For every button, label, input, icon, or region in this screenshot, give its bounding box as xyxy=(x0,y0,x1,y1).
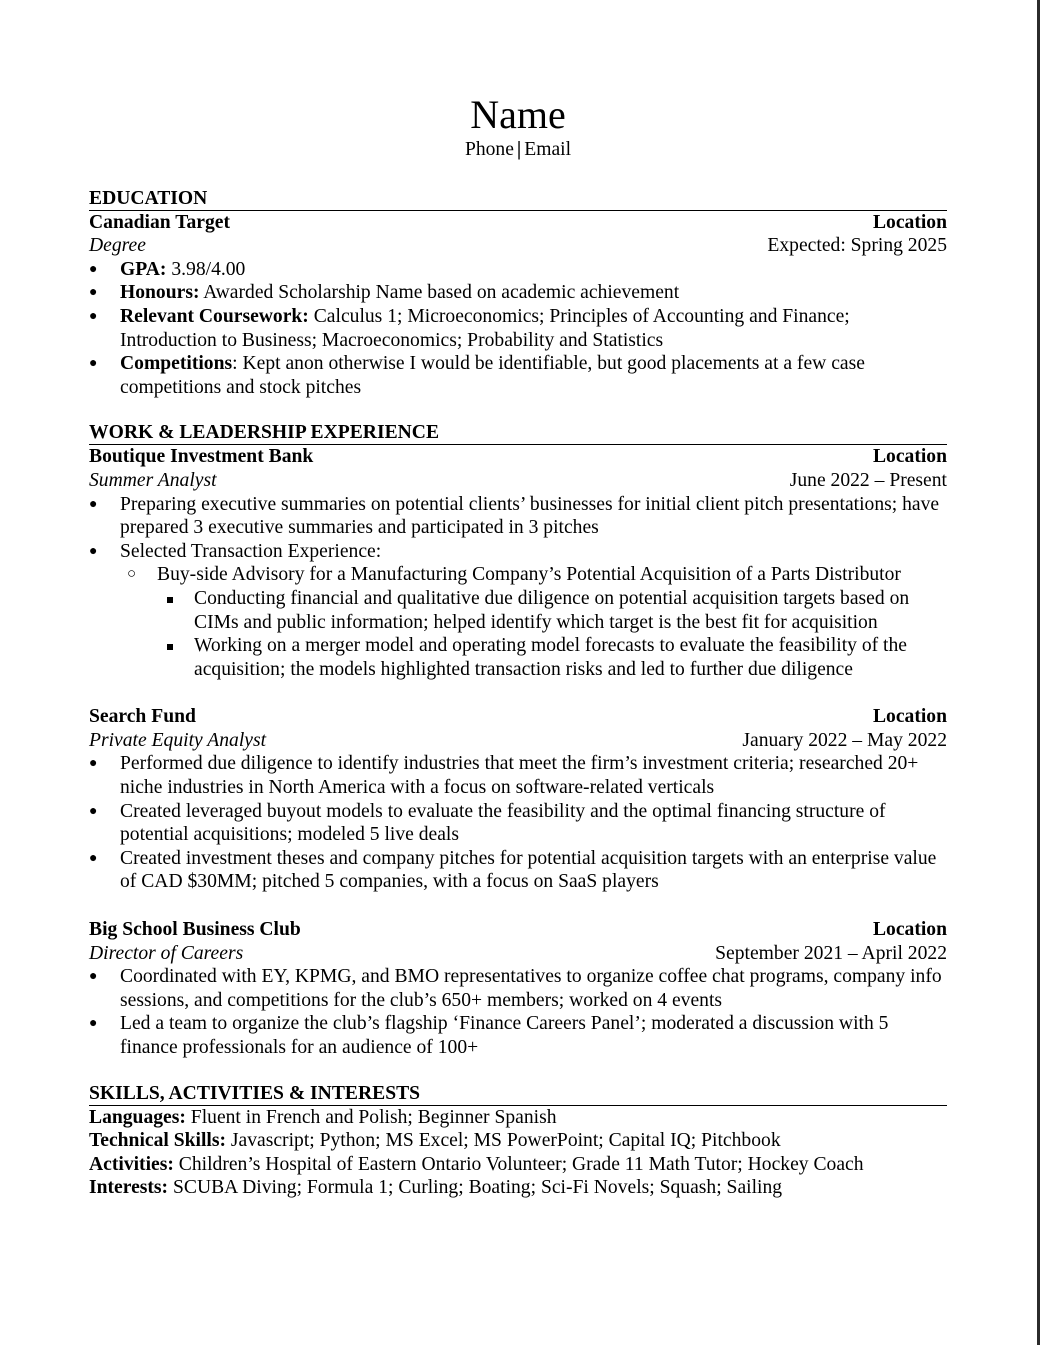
job-date: June 2022 – Present xyxy=(789,469,947,491)
skills-section xyxy=(89,1083,947,1200)
graduation-date: Expected: Spring 2025 xyxy=(767,235,947,257)
job-role: Private Equity Analyst xyxy=(89,729,267,751)
skills-text: Javascript; Python; MS Excel; MS PowerPoint; Capital IQ; Pitchbook xyxy=(226,1130,781,1152)
job-bullets xyxy=(89,493,947,682)
job-bullet: ● Selected Transaction Experience: xyxy=(89,540,947,564)
job-org: Boutique Investment Bank xyxy=(89,446,314,468)
job-bullets xyxy=(89,965,947,1059)
job-date: September 2021 – April 2022 xyxy=(715,942,947,964)
job-bullet: ● Created investment theses and company pitches for potential acquisition targets with an enterprise value of CAD $30MM; pitched 5 companies, with a focus on SaaS players xyxy=(89,847,947,894)
bullet-label: Competitions xyxy=(120,353,233,375)
resume-name: Name xyxy=(470,92,566,137)
job-bullet: ● Preparing executive summaries on potential clients’ businesses for initial client pitch presentations; have prepared 3 executive summaries and participated in 3 pitches xyxy=(89,493,947,540)
job-header-row xyxy=(89,705,947,729)
skills-label: Interests: xyxy=(89,1177,169,1199)
job-location: Location xyxy=(872,446,947,468)
bullet-text: : Kept anon otherwise I would be identifiable, but good placements at a few case competitions and stock pitches xyxy=(120,353,865,398)
education-degree-row xyxy=(89,234,947,258)
job-bullet: ● Coordinated with EY, KPMG, and BMO representatives to organize coffee chat programs, company info sessions, and competitions for the club’s 650+ members; worked on 4 events xyxy=(89,965,947,1012)
skills-line-technical xyxy=(89,1129,947,1153)
skills-line-interests xyxy=(89,1176,947,1200)
education-bullet-honours xyxy=(89,281,947,305)
bullet-text: Calculus 1; Microeconomics; Principles of Accounting and Finance; Introduction to Business; Macroeconomics; Probability and Statistics xyxy=(120,305,850,351)
job-entry xyxy=(89,918,947,1060)
job-role: Director of Careers xyxy=(89,942,244,964)
school-location: Location xyxy=(872,211,947,233)
education-header-row xyxy=(89,211,947,235)
phone: Phone xyxy=(464,139,514,160)
school-name: Canadian Target xyxy=(89,211,231,233)
job-header-row xyxy=(89,918,947,942)
job-location: Location xyxy=(872,706,947,728)
job-date: January 2022 – May 2022 xyxy=(742,729,947,751)
bullet-text: 3.98/4.00 xyxy=(166,258,246,280)
job-org: Search Fund xyxy=(89,706,196,728)
skills-line-activities xyxy=(89,1153,947,1177)
job-org: Big School Business Club xyxy=(89,919,301,941)
job-sub-bullet: ○ Buy-side Advisory for a Manufacturing Company’s Potential Acquisition of a Parts Distributor xyxy=(89,563,947,587)
skills-label: Activities: xyxy=(89,1153,174,1175)
email: Email xyxy=(524,139,572,160)
education-bullet-coursework xyxy=(89,305,947,352)
experience-section xyxy=(89,422,947,1059)
job-subsub-bullet: Working on a merger model and operating model forecasts to evaluate the feasibility of the acquisition; the models highlighted transaction risks and led to further due diligence xyxy=(89,634,947,681)
job-entry xyxy=(89,705,947,894)
job-header-row xyxy=(89,445,947,469)
education-bullets xyxy=(89,258,947,400)
bullet-label: GPA: xyxy=(120,258,167,280)
resume-page xyxy=(89,92,947,1200)
job-location: Location xyxy=(872,919,947,941)
contact-separator: | xyxy=(516,139,522,160)
skills-label: Technical Skills: xyxy=(89,1130,227,1152)
skills-text: SCUBA Diving; Formula 1; Curling; Boating; Sci-Fi Novels; Squash; Sailing xyxy=(168,1177,783,1199)
skills-line-languages xyxy=(89,1106,947,1130)
education-section xyxy=(89,188,947,400)
job-subsub-bullet: Conducting financial and qualitative due diligence on potential acquisition targets based on CIMs and public information; helped identify which target is the best fit for acquisition xyxy=(89,587,947,634)
skills-text: Children’s Hospital of Eastern Ontario Volunteer; Grade 11 Math Tutor; Hockey Coach xyxy=(173,1153,864,1175)
degree: Degree xyxy=(89,235,146,257)
job-role-row xyxy=(89,942,947,966)
job-bullet: ● Created leveraged buyout models to evaluate the feasibility and the optimal financing structure of potential acquisitions; modeled 5 live deals xyxy=(89,800,947,847)
job-entry xyxy=(89,445,947,681)
section-title-education: EDUCATION xyxy=(89,188,947,211)
section-title-skills: SKILLS, ACTIVITIES & INTERESTS xyxy=(89,1083,947,1106)
education-bullet-competitions xyxy=(89,352,947,399)
job-role: Summer Analyst xyxy=(89,469,217,491)
education-bullet-gpa xyxy=(89,258,947,282)
section-title-experience: WORK & LEADERSHIP EXPERIENCE xyxy=(89,422,947,445)
bullet-text: Awarded Scholarship Name based on academic achievement xyxy=(199,282,680,304)
job-bullet: ● Performed due diligence to identify industries that meet the firm’s investment criteria; researched 20+ niche industries in North America with a focus on software-related verticals xyxy=(89,752,947,799)
skills-text: Fluent in French and Polish; Beginner Spanish xyxy=(185,1106,557,1128)
skills-label: Languages: xyxy=(89,1106,186,1128)
contact-line xyxy=(89,138,947,162)
job-role-row xyxy=(89,469,947,493)
bullet-label: Relevant Coursework: xyxy=(120,305,309,327)
job-bullet: ● Led a team to organize the club’s flagship ‘Finance Careers Panel’; moderated a discussion with 5 finance professionals for an audience of 100+ xyxy=(89,1012,947,1059)
job-bullets xyxy=(89,752,947,894)
bullet-label: Honours: xyxy=(120,282,200,304)
job-role-row xyxy=(89,729,947,753)
